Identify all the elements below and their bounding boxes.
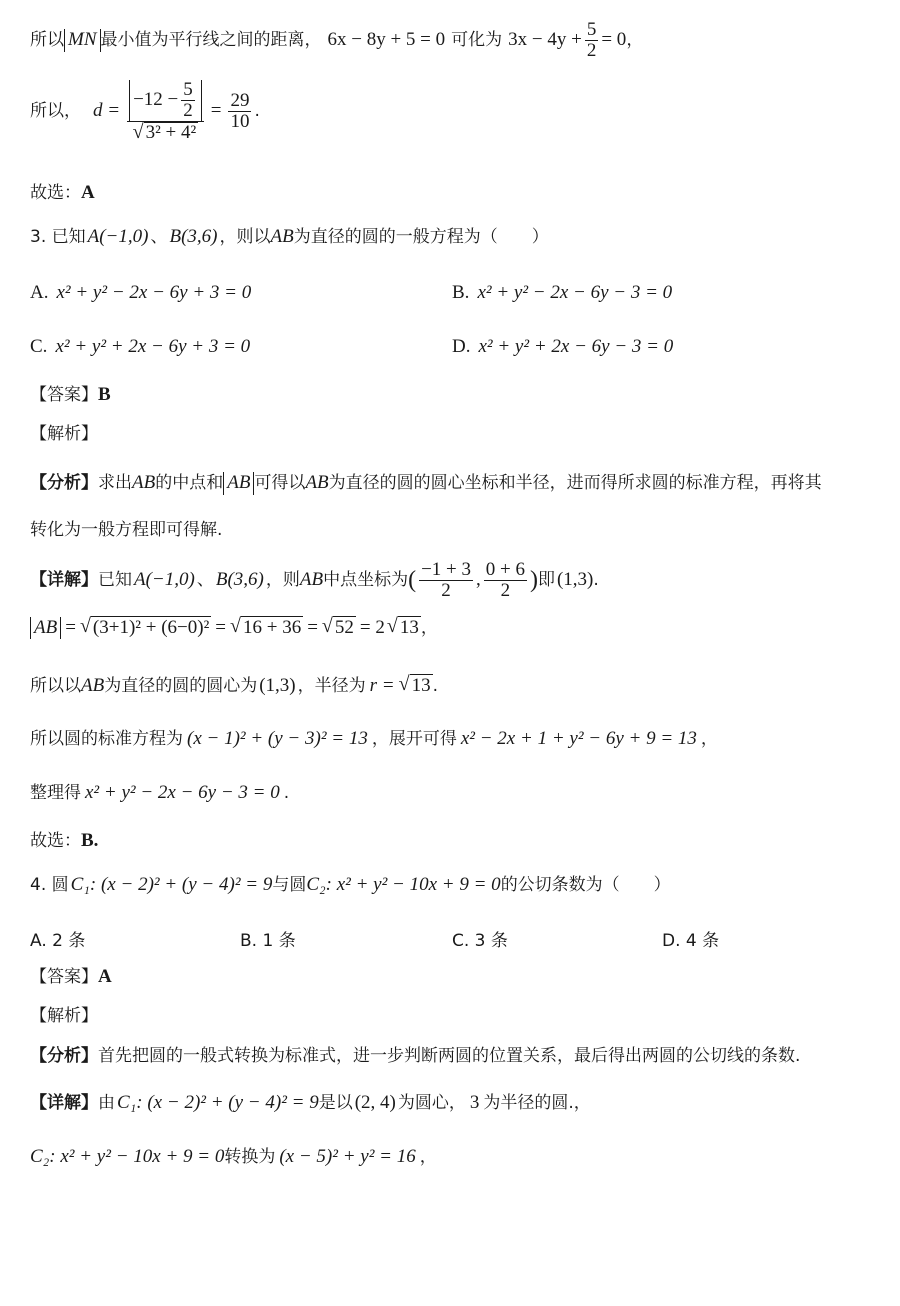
q4-option-b xyxy=(240,926,296,951)
option-label: A. xyxy=(30,282,49,303)
text: 为直径的圆的圆心为 xyxy=(104,675,258,696)
q3-jiexi xyxy=(30,424,98,444)
denominator: 10 xyxy=(230,110,250,132)
fraction xyxy=(585,20,599,61)
sqrt xyxy=(80,616,211,640)
sqrt xyxy=(399,674,433,698)
point-b: B(3,6) xyxy=(215,569,264,591)
paren: ( xyxy=(408,567,417,594)
point-a: A(−1,0) xyxy=(87,226,149,247)
radical-sign: √ xyxy=(386,615,398,637)
numerator: 5 xyxy=(183,79,193,100)
option-label: D. xyxy=(452,336,471,357)
q3-fenxi-line2 xyxy=(30,520,222,540)
point-b: B(3,6) xyxy=(169,226,218,247)
inner-fraction xyxy=(181,80,195,121)
radical-sign: √ xyxy=(230,615,241,637)
answer-tag: 【答案】 xyxy=(30,967,98,988)
q4-option-d xyxy=(662,926,719,951)
equation: : x² + y² − 10x + 9 = 0 xyxy=(49,1146,225,1167)
q3-option-a xyxy=(30,282,251,304)
text: 所以， xyxy=(30,101,81,122)
radicand: 52 xyxy=(334,617,354,638)
option-text: A. 2 条 xyxy=(30,931,86,951)
text: 与圆 xyxy=(272,875,307,896)
text: 首先把圆的一般式转换为标准式，进一步判断两圆的位置关系，最后得出两圆的公切线的条数. xyxy=(98,1046,801,1066)
text: 所以 xyxy=(30,30,64,51)
fraction xyxy=(484,560,527,601)
segment-ab: AB xyxy=(132,472,156,493)
circle-c1: C₁ xyxy=(117,1092,137,1113)
equation: : (x − 2)² + (y − 4)² = 9 xyxy=(89,874,273,895)
equation: 3x − 4y + xyxy=(508,29,582,51)
d-fraction xyxy=(127,80,204,143)
answer-tag: 【答案】 xyxy=(30,385,98,406)
q4-jiexi xyxy=(30,1006,98,1026)
point-a: A(−1,0) xyxy=(134,569,195,591)
denominator: 2 xyxy=(441,579,451,601)
equation: = 0 xyxy=(601,29,627,51)
period: . xyxy=(283,783,290,804)
equals: = xyxy=(307,616,318,638)
center: (1,3) xyxy=(259,674,296,696)
q3-answer xyxy=(30,384,111,407)
text: 整理得 xyxy=(30,783,81,804)
sqrt xyxy=(322,616,356,640)
q3-length-line xyxy=(30,616,438,640)
radical-sign: √ xyxy=(132,120,144,143)
abs-value xyxy=(129,80,202,121)
text: 转换为 xyxy=(224,1147,276,1168)
answer-value: A xyxy=(98,966,112,987)
option-text: D. 4 条 xyxy=(662,931,720,951)
text: 所以圆的标准方程为 xyxy=(30,729,183,750)
equals: = 2 xyxy=(359,616,385,638)
equation: : x² + y² − 10x + 9 = 0 xyxy=(325,874,501,895)
equals: = xyxy=(215,616,226,638)
q3-option-c xyxy=(30,336,250,358)
text: 为直径的圆的一般方程为（ ） xyxy=(293,227,549,248)
mn-abs: MN xyxy=(64,29,101,52)
equation: x² + y² − 2x − 6y − 3 = 0 xyxy=(85,782,280,803)
xiangjie-tag: 【详解】 xyxy=(30,570,98,591)
radical-sign: √ xyxy=(398,673,410,695)
choice-value: B. xyxy=(81,830,99,851)
option-label: B. xyxy=(452,282,470,303)
text: 中点坐标为 xyxy=(323,570,409,591)
comma: ， xyxy=(420,617,438,638)
text: 的中点和 xyxy=(155,473,224,494)
equals: = xyxy=(210,100,222,121)
comma: ， xyxy=(419,1147,437,1168)
sqrt xyxy=(133,122,199,143)
separator: 、 xyxy=(150,227,168,248)
d-numerator xyxy=(127,80,204,122)
question-number: 3. 已知 xyxy=(30,227,86,248)
choice-label: 故选： xyxy=(30,183,81,204)
comma: ， xyxy=(700,729,718,750)
q4-c2-conversion xyxy=(30,1146,437,1169)
text: ，则以 xyxy=(219,227,271,248)
fenxi-tag: 【分析】 xyxy=(30,473,98,494)
denominator: 2 xyxy=(183,99,193,121)
numerator: 5 xyxy=(586,19,597,40)
q4-xiangjie xyxy=(30,1092,591,1115)
text: 可化为 xyxy=(451,30,503,51)
question-number: 4. 圆 xyxy=(30,875,69,896)
denominator: 2 xyxy=(586,39,597,61)
paren: ) xyxy=(529,567,538,594)
q3-stem xyxy=(30,226,549,249)
option-equation: x² + y² − 2x − 6y + 3 = 0 xyxy=(56,282,252,303)
equals: = xyxy=(65,616,76,638)
text: 可得以 xyxy=(254,473,306,494)
option-text: C. 3 条 xyxy=(452,931,508,951)
text: 为半径的圆.， xyxy=(483,1093,591,1114)
q2-distance-line xyxy=(30,20,643,61)
q4-option-c xyxy=(452,926,508,951)
equation: : (x − 2)² + (y − 4)² = 9 xyxy=(136,1092,319,1113)
numerator: 29 xyxy=(230,89,250,111)
q4-answer xyxy=(30,966,112,989)
text: 的公切条数为（ ） xyxy=(500,875,671,896)
fraction xyxy=(419,560,473,601)
text: 为直径的圆的圆心坐标和半径，进而得所求圆的标准方程，再将其 xyxy=(328,473,822,494)
choice-value: A xyxy=(81,182,95,203)
jiexi-tag: 【解析】 xyxy=(30,1006,98,1026)
fenxi-tag: 【分析】 xyxy=(30,1046,98,1066)
q3-choice xyxy=(30,830,98,853)
text: 求出 xyxy=(98,473,132,494)
segment-ab: AB xyxy=(270,226,294,247)
option-equation: x² + y² − 2x − 6y − 3 = 0 xyxy=(477,282,673,303)
text: 由 xyxy=(98,1093,115,1114)
d-value xyxy=(228,91,251,132)
radicand: 16 + 36 xyxy=(242,617,302,638)
circle-c2: C₂ xyxy=(306,874,326,895)
q3-xiangjie xyxy=(30,560,599,601)
equation: (x − 1)² + (y − 3)² = 13 xyxy=(187,728,368,749)
radical-sign: √ xyxy=(79,615,91,637)
text: ，展开可得 xyxy=(371,729,457,750)
d-lhs: d = xyxy=(93,100,121,121)
q4-option-a xyxy=(30,926,85,951)
sqrt xyxy=(230,616,303,640)
choice-label: 故选： xyxy=(30,831,81,852)
segment-ab: AB xyxy=(81,674,105,696)
q4-stem xyxy=(30,874,671,897)
option-label: C. xyxy=(30,336,48,357)
answer-value: B xyxy=(98,384,111,405)
equation: (x − 5)² + y² = 16 xyxy=(279,1146,416,1167)
text: 为圆心， xyxy=(397,1093,466,1114)
text: 即 xyxy=(537,570,555,591)
segment-ab: AB xyxy=(299,569,324,591)
period: . xyxy=(593,570,599,591)
radical-sign: √ xyxy=(321,615,333,637)
text: 最小值为平行线之间的距离， xyxy=(100,30,322,51)
sqrt xyxy=(387,616,421,640)
radicand: 13 xyxy=(411,675,431,696)
period: . xyxy=(432,675,438,696)
text: ，则 xyxy=(265,570,300,591)
q4-fenxi xyxy=(30,1046,800,1066)
q2-d-formula xyxy=(30,80,260,143)
midpoint: (1,3) xyxy=(556,569,594,591)
text: 已知 xyxy=(98,570,132,591)
q3-fenxi xyxy=(30,472,822,495)
abs-ab: AB xyxy=(223,472,254,495)
option-equation: x² + y² + 2x − 6y − 3 = 0 xyxy=(478,336,674,357)
q3-option-d xyxy=(452,336,673,358)
d-denominator xyxy=(131,122,201,143)
text: 所以以 xyxy=(30,675,81,696)
circle-c1: C₁ xyxy=(70,874,90,895)
q3-option-b xyxy=(452,282,672,304)
circle-c2: C₂ xyxy=(30,1146,50,1167)
q3-simplify xyxy=(30,782,289,805)
denominator: 2 xyxy=(500,579,511,601)
radicand: 13 xyxy=(399,617,419,638)
option-equation: x² + y² + 2x − 6y + 3 = 0 xyxy=(55,336,251,357)
text: 是以 xyxy=(318,1093,353,1114)
segment-ab: AB xyxy=(305,472,329,493)
xiangjie-tag: 【详解】 xyxy=(30,1093,98,1114)
text: 转化为一般方程即可得解. xyxy=(30,520,223,540)
period: . xyxy=(254,101,260,122)
numerator: −1 + 3 xyxy=(421,559,472,580)
radicand: 3² + 4² xyxy=(145,121,197,143)
radicand: (3+1)² + (6−0)² xyxy=(92,617,210,638)
jiexi-tag: 【解析】 xyxy=(30,424,98,444)
radius: 3 xyxy=(469,1092,480,1113)
equation: x² − 2x + 1 + y² − 6y + 9 = 13 xyxy=(460,728,697,749)
abs-inner: −12 − xyxy=(133,89,179,111)
abs-ab: AB xyxy=(30,617,61,640)
radius-lhs: r = xyxy=(369,674,395,696)
comma: , xyxy=(476,569,481,591)
equation: 6x − 8y + 5 = 0 xyxy=(327,29,446,51)
q2-choice xyxy=(30,182,95,205)
numerator: 0 + 6 xyxy=(485,559,525,580)
text: ，半径为 xyxy=(297,675,366,696)
q3-center-radius xyxy=(30,674,438,698)
center: (2, 4) xyxy=(354,1092,396,1113)
comma: ， xyxy=(626,30,644,51)
q3-standard-eq xyxy=(30,728,718,751)
separator: 、 xyxy=(196,570,214,591)
option-text: B. 1 条 xyxy=(240,931,296,951)
